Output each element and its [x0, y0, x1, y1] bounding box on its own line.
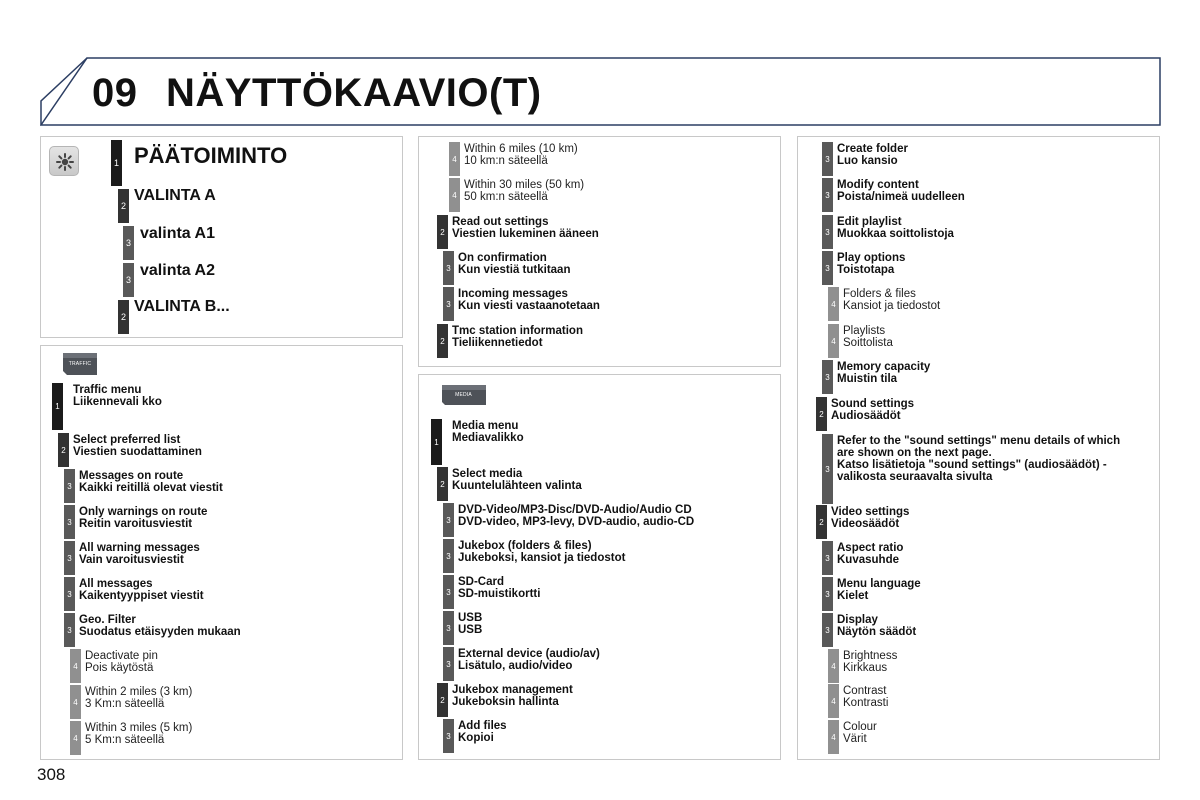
traffic-tab-label: TRAFFIC — [68, 361, 92, 367]
media-menu-item: 4 Folders & files Kansiot ja tiedostot — [828, 287, 1148, 321]
media-menu-item: 3 Create folder Luo kansio — [822, 142, 1147, 176]
media-menu-item: 3 External device (audio/av) Lisätulo, audio/video — [443, 647, 768, 681]
media-menu-item: 3 Display Näytön säädöt — [822, 613, 1147, 647]
traffic-tab-icon — [61, 352, 99, 376]
traffic-menu-item: 4 Within 6 miles (10 km) 10 km:n säteellä — [449, 142, 769, 176]
traffic-menu-item: 3 All warning messages Vain varoitusviestit — [64, 541, 384, 575]
traffic-menu-item: 4 Deactivate pin Pois käytöstä — [70, 649, 380, 683]
traffic-menu-item: 3 On confirmation Kun viestiä tutkitaan — [443, 251, 768, 285]
traffic-menu-item: 2 Tmc station information Tieliikennetiedot — [437, 324, 767, 358]
media-tab-label: MEDIA — [455, 392, 472, 398]
legend-option-a2: valinta A2 — [140, 262, 215, 279]
traffic-menu-item: 2 Read out settings Viestien lukeminen ääneen — [437, 215, 767, 249]
media-menu-item: 3 Modify content Poista/nimeä uudelleen — [822, 178, 1147, 212]
media-menu-item: 3 Edit playlist Muokkaa soittolistoja — [822, 215, 1147, 249]
media-menu-item: 2 Sound settings Audiosäädöt — [816, 397, 1146, 431]
media-menu-item: 3 Aspect ratio Kuvasuhde — [822, 541, 1147, 575]
media-menu-item: 2 Select media Kuuntelulähteen valinta — [437, 467, 767, 501]
traffic-menu-item: 3 Geo. Filter Suodatus etäisyyden mukaan — [64, 613, 384, 647]
media-menu-item: 3 USB USB — [443, 611, 768, 645]
media-menu-item: 2 Jukebox management Jukeboksin hallinta — [437, 683, 767, 717]
legend-option-a: VALINTA A — [134, 187, 216, 204]
media-tab-icon — [440, 384, 487, 406]
traffic-menu-item: 2 Select preferred list Viestien suodattaminen — [58, 433, 388, 467]
media-menu-item: 4 Colour Värit — [828, 720, 1148, 754]
page-title: NÄYTTÖKAAVIO(T) — [166, 71, 542, 115]
traffic-menu-item: 3 Incoming messages Kun viesti vastaanotetaan — [443, 287, 768, 321]
media-menu-item: 4 Brightness Kirkkaus — [828, 649, 1148, 683]
page-header — [40, 57, 1161, 126]
traffic-menu-item: 1 Traffic menu Liikennevali kko — [52, 383, 392, 430]
media-menu-item: 3 Memory capacity Muistin tila — [822, 360, 1147, 394]
page-number: 308 — [37, 765, 66, 784]
media-menu-item: 4 Playlists Soittolista — [828, 324, 1148, 358]
chapter-number: 09 — [92, 71, 138, 115]
traffic-menu-item: 3 All messages Kaikentyyppiset viestit — [64, 577, 384, 611]
media-menu-item: 3 Jukebox (folders & files) Jukeboksi, kansiot ja tiedostot — [443, 539, 768, 573]
media-menu-item: 4 Contrast Kontrasti — [828, 684, 1148, 718]
media-menu-item: 3 SD-Card SD-muistikortti — [443, 575, 768, 609]
media-menu-item: 3 Menu language Kielet — [822, 577, 1147, 611]
media-menu-item: 3 Add files Kopioi — [443, 719, 768, 753]
settings-gear-icon — [49, 146, 79, 176]
traffic-menu-item: 4 Within 30 miles (50 km) 50 km:n säteellä — [449, 178, 769, 212]
traffic-menu-item: 4 Within 3 miles (5 km) 5 Km:n säteellä — [70, 721, 380, 755]
traffic-menu-item: 3 Messages on route Kaikki reitillä olevat viestit — [64, 469, 384, 503]
media-menu-item: 3 DVD-Video/MP3-Disc/DVD-Audio/Audio CD DVD-video, MP3-levy, DVD-audio, audio-CD — [443, 503, 773, 537]
media-menu-item: 2 Video settings Videosäädöt — [816, 505, 1146, 539]
legend-main-function: PÄÄTOIMINTO — [134, 143, 288, 168]
media-menu-item: 1 Media menu Mediavalikko — [431, 419, 771, 465]
legend-option-b: VALINTA B... — [134, 298, 230, 315]
legend-option-a1: valinta A1 — [140, 225, 215, 242]
media-menu-item: 3 Play options Toistotapa — [822, 251, 1147, 285]
traffic-menu-item: 3 Only warnings on route Reitin varoitusviestit — [64, 505, 384, 539]
media-menu-item: 3 Refer to the "sound settings" menu details of which are shown on the next page. Katso lisätietoja "sound settings" (audiosäädöt) - valikosta seuraavalta sivulta — [822, 434, 1152, 504]
traffic-menu-item: 4 Within 2 miles (3 km) 3 Km:n säteellä — [70, 685, 380, 719]
